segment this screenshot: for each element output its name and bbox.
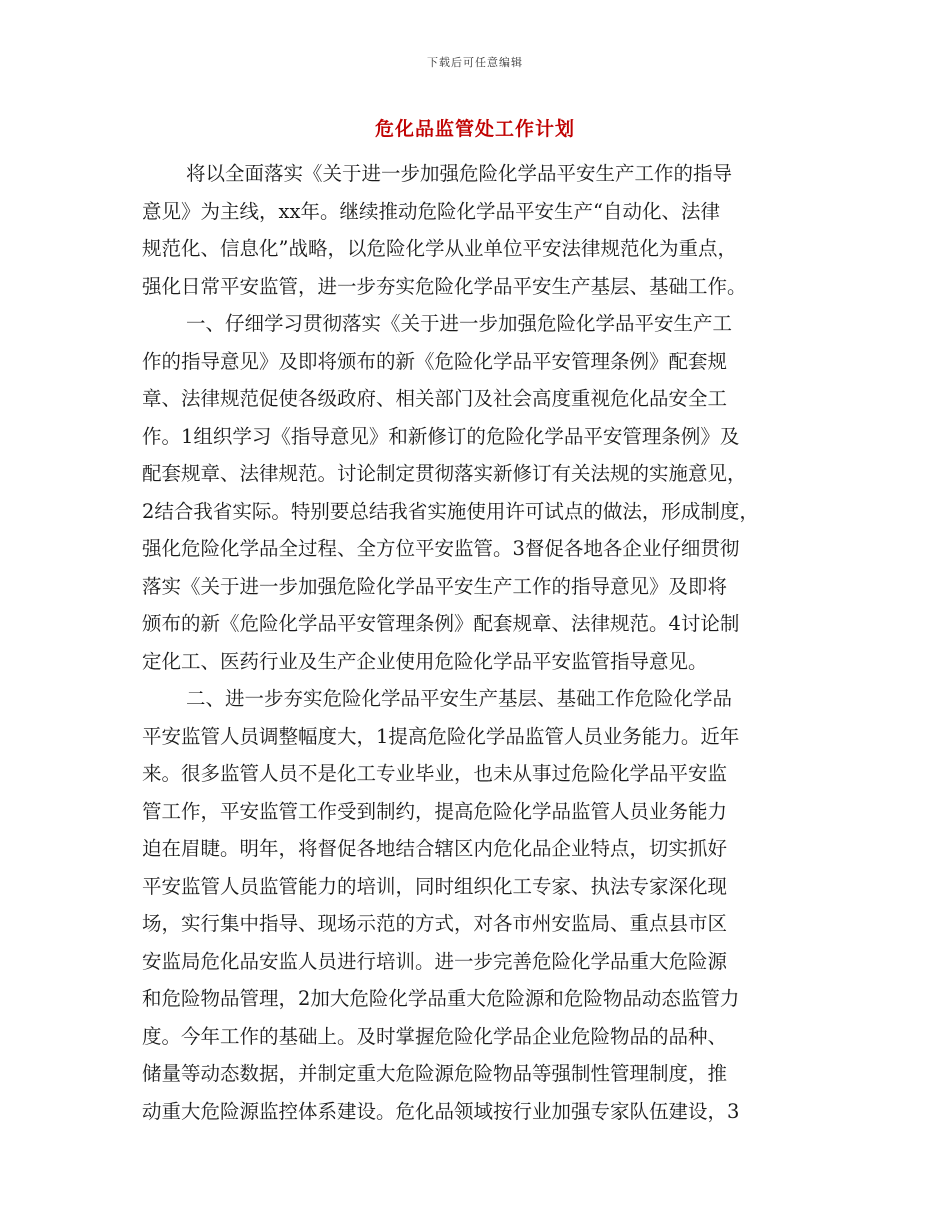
text-line: 将以全面落实《关于进一步加强危险化学品平安生产工作的指导 — [186, 162, 733, 185]
text-line: 储量等动态数据，并制定重大危险源危险物品等强制性管理制度，推 — [142, 1062, 728, 1085]
text-line: 管工作，平安监管工作受到制约，提高危险化学品监管人员业务能力 — [142, 799, 728, 823]
text-line: 作。1组织学习《指导意见》和新修订的危险化学品平安管理条例》及 — [142, 424, 740, 448]
text-line: 二、进一步夯实危险化学品平安生产基层、基础工作危险化学品 — [186, 687, 733, 710]
text-line: 定化工、医药行业及生产企业使用危险化学品平安监管指导意见。 — [142, 649, 708, 673]
text-line: 平安监管人员监管能力的培训，同时组织化工专家、执法专家深化现 — [142, 874, 728, 898]
text-line: 意见》为主线，xx年。继续推动危险化学品平安生产“自动化、法律 — [142, 199, 720, 223]
text-line: 迫在眉睫。明年，将督促各地结合辖区内危化品企业特点，切实抓好 — [142, 837, 728, 860]
text-line: 章、法律规范促使各级政府、相关部门及社会高度重视危化品安全工 — [142, 387, 728, 410]
text-line: 配套规章、法律规范。讨论制定贯彻落实新修订有关法规的实施意见， — [142, 462, 747, 485]
text-line: 动重大危险源监控体系建设。危化品领域按行业加强专家队伍建设，3 — [142, 1099, 740, 1123]
text-line: 一、仔细学习贯彻落实《关于进一步加强危险化学品平安生产工 — [186, 312, 733, 335]
text-line: 和危险物品管理，2加大危险化学品重大危险源和危险物品动态监管力 — [142, 987, 740, 1010]
text-line: 颁布的新《危险化学品平安管理条例》配套规章、法律规范。4讨论制 — [142, 612, 740, 635]
document-body — [142, 155, 812, 1130]
text-line: 强化危险化学品全过程、全方位平安监管。3督促各地各企业仔细贯彻 — [142, 537, 740, 560]
page-title: 危化品监管处工作计划 — [374, 118, 575, 140]
text-line: 规范化、信息化”战略，以危险化学从业单位平安法律规范化为重点， — [142, 237, 737, 260]
text-line: 落实《关于进一步加强危险化学品平安生产工作的指导意见》及即将 — [142, 574, 728, 598]
text-line: 平安监管人员调整幅度大，1提高危险化学品监管人员业务能力。近年 — [142, 724, 740, 748]
text-line: 强化日常平安监管，进一步夯实危险化学品平安生产基层、基础工作。 — [142, 274, 747, 298]
download-note: 下载后可任意编辑 — [427, 56, 523, 69]
text-line: 2结合我省实际。特别要总结我省实施使用许可试点的做法，形成制度， — [142, 499, 759, 523]
text-line: 度。今年工作的基础上。及时掌握危险化学品企业危险物品的品种、 — [142, 1024, 728, 1048]
text-line: 作的指导意见》及即将颁布的新《危险化学品平安管理条例》配套规 — [142, 349, 728, 373]
text-line: 安监局危化品安监人员进行培训。进一步完善危险化学品重大危险源 — [142, 949, 728, 973]
text-line: 场，实行集中指导、现场示范的方式，对各市州安监局、重点县市区 — [142, 912, 728, 935]
text-line: 来。很多监管人员不是化工专业毕业，也未从事过危险化学品平安监 — [142, 762, 728, 785]
